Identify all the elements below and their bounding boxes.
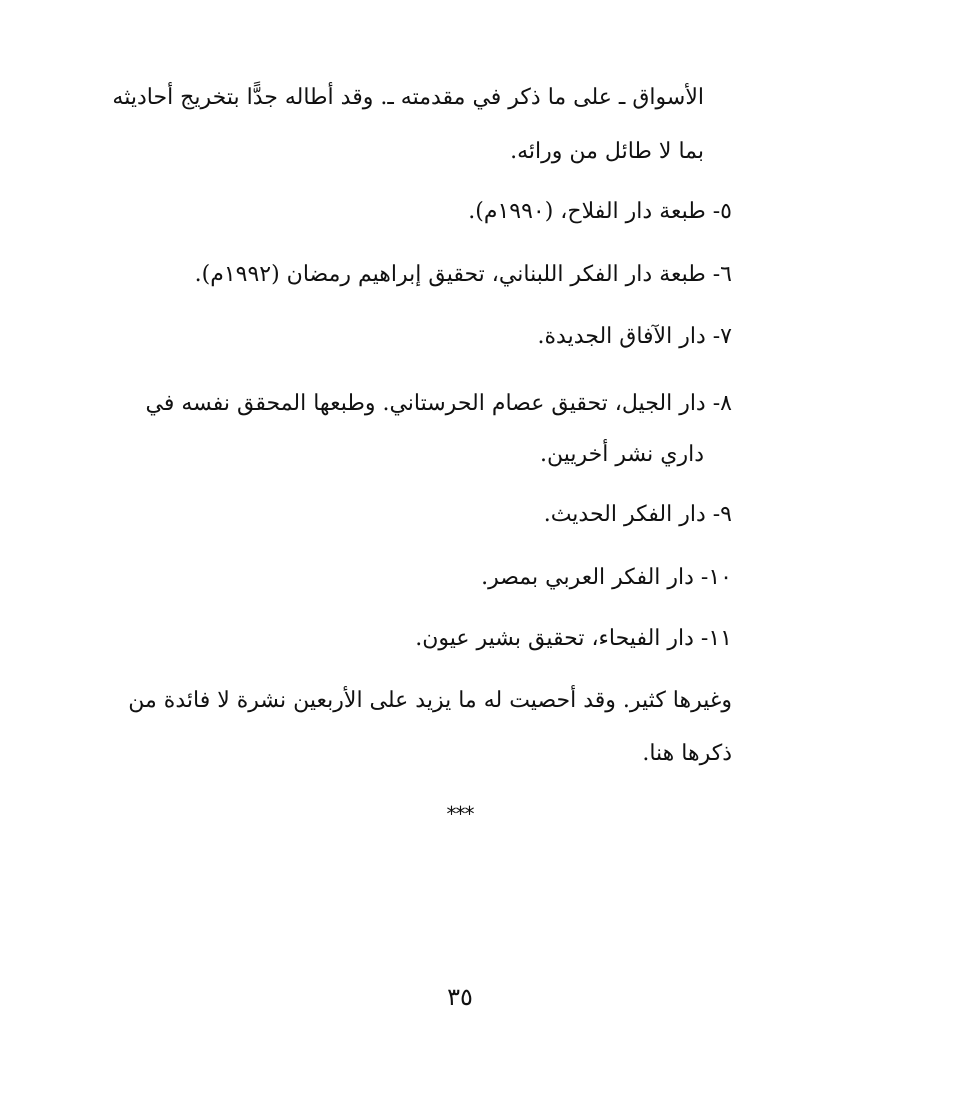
page-number: ٣٥ — [447, 983, 473, 1011]
section-separator: *** — [446, 802, 474, 826]
intro-line-1: الأسواق ـ على ما ذكر في مقدمته ـ. وقد أطاله جدًّا بتخريج أحاديثه — [112, 85, 704, 110]
list-item-8-line-1: ٨- دار الجيل، تحقيق عصام الحرستاني. وطبعها المحقق نفسه في — [145, 391, 732, 416]
list-item-8-line-2: داري نشر أخريين. — [540, 442, 704, 467]
list-item-11: ١١- دار الفيحاء، تحقيق بشير عيون. — [415, 626, 732, 651]
list-item-6: ٦- طبعة دار الفكر اللبناني، تحقيق إبراهيم رمضان (١٩٩٢م). — [194, 262, 732, 287]
closing-line-2: ذكرها هنا. — [642, 741, 732, 766]
list-item-9: ٩- دار الفكر الحديث. — [543, 502, 732, 527]
list-item-10: ١٠- دار الفكر العربي بمصر. — [481, 565, 732, 590]
closing-line-1: وغيرها كثير. وقد أحصيت له ما يزيد على الأربعين نشرة لا فائدة من — [128, 688, 732, 713]
list-item-7: ٧- دار الآفاق الجديدة. — [537, 324, 732, 349]
intro-line-2: بما لا طائل من ورائه. — [510, 139, 704, 164]
list-item-5: ٥- طبعة دار الفلاح، (١٩٩٠م). — [468, 199, 732, 224]
